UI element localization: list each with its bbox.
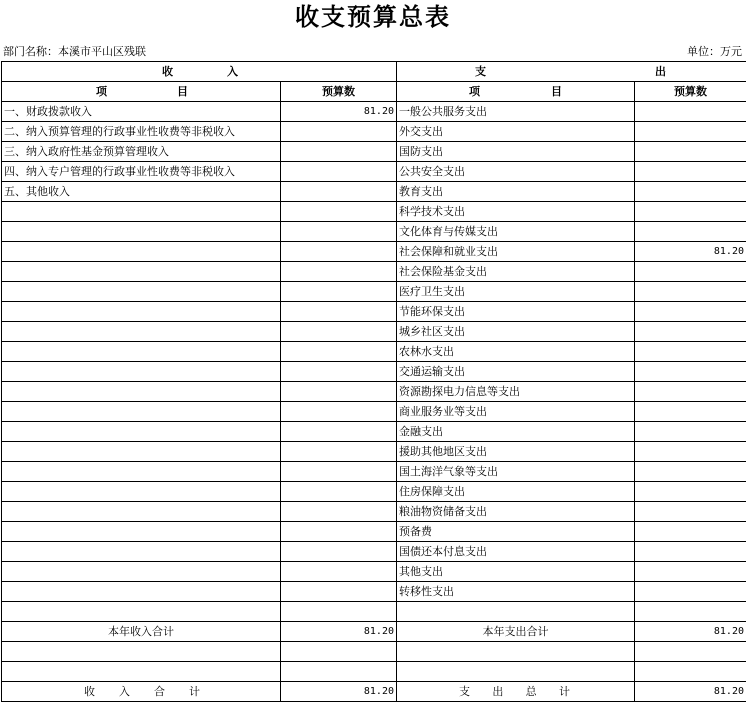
budget-table [1,61,746,702]
income-value [281,262,397,282]
expense-item: 文化体育与传媒支出 [397,222,635,242]
expense-value [635,362,746,382]
expense-item: 公共安全支出 [397,162,635,182]
expense-value [635,582,746,602]
expense-item: 社会保险基金支出 [397,262,635,282]
income-item [2,282,281,302]
income-value [281,202,397,222]
expense-value [635,462,746,482]
expense-value [635,182,746,202]
expense-value [635,142,746,162]
expense-item: 国防支出 [397,142,635,162]
year-income-total-value: 81.20 [281,622,397,642]
income-value [281,222,397,242]
grand-income-char: 入 [119,685,130,698]
expense-value [635,102,746,122]
expense-item: 一般公共服务支出 [397,102,635,122]
expense-value [635,282,746,302]
income-item [2,602,281,622]
grand-income-char: 合 [154,685,165,698]
expense-item: 外交支出 [397,122,635,142]
grand-expense-char: 总 [525,685,537,698]
expense-value [635,122,746,142]
grand-expense-char: 支 [459,685,470,698]
table-row [2,382,746,402]
income-value [281,422,397,442]
table-row [2,182,746,202]
table-row [2,422,746,442]
expense-value [635,542,746,562]
expense-item: 预备费 [397,522,635,542]
expense-value [635,442,746,462]
expense-value [635,402,746,422]
expense-item: 转移性支出 [397,582,635,602]
expense-item: 农林水支出 [397,342,635,362]
expense-item: 社会保障和就业支出 [397,242,635,262]
income-item [2,582,281,602]
grand-income-char: 计 [189,685,200,698]
expense-budget-header: 预算数 [635,82,746,102]
expense-value [635,162,746,182]
expense-value [635,602,746,622]
expense-item: 科学技术支出 [397,202,635,222]
table-row [2,322,746,342]
expense-item: 粮油物资储备支出 [397,502,635,522]
table-row [2,142,746,162]
blank-row [2,642,746,662]
table-row [2,202,746,222]
blank-cell [281,642,397,662]
income-item [2,422,281,442]
expense-item-header-right: 目 [551,85,562,98]
expense-item: 国债还本付息支出 [397,542,635,562]
expense-item: 节能环保支出 [397,302,635,322]
grand-income-total-text [4,682,278,701]
blank-cell [281,662,397,682]
income-value [281,322,397,342]
grand-income-total-label [2,682,281,702]
income-item [2,462,281,482]
table-row [2,482,746,502]
income-item [2,322,281,342]
expense-value [635,422,746,442]
expense-value [635,562,746,582]
page-title: 收支预算总表 [295,2,451,31]
income-value [281,502,397,522]
income-value [281,542,397,562]
income-item [2,482,281,502]
income-item-header [2,82,281,102]
income-value [281,342,397,362]
expense-value [635,342,746,362]
grand-expense-char: 计 [558,685,570,698]
blank-cell [635,642,746,662]
income-value [281,582,397,602]
income-item [2,502,281,522]
income-item [2,362,281,382]
expense-item: 商业服务业等支出 [397,402,635,422]
income-item-header-left: 项 [96,85,107,98]
income-budget-header: 预算数 [281,82,397,102]
income-value [281,562,397,582]
income-item-header-right: 目 [177,85,188,98]
expense-value [635,302,746,322]
table-row [2,402,746,422]
department-name: 部门名称：本溪市平山区残联 [3,45,146,58]
income-header-right: 入 [227,65,238,78]
expense-item: 金融支出 [397,422,635,442]
table-row [2,242,746,262]
income-value [281,442,397,462]
blank-row [2,662,746,682]
income-item: 三、纳入政府性基金预算管理收入 [2,142,281,162]
expense-item: 教育支出 [397,182,635,202]
expense-item: 医疗卫生支出 [397,282,635,302]
table-row [2,262,746,282]
table-row [2,302,746,322]
grand-expense-total-value: 81.20 [635,682,746,702]
header-row-columns [2,82,746,102]
income-value [281,122,397,142]
expense-item: 交通运输支出 [397,362,635,382]
blank-cell [2,662,281,682]
expense-value [635,502,746,522]
expense-item: 援助其他地区支出 [397,442,635,462]
expense-item: 其他支出 [397,562,635,582]
grand-expense-total-label [397,682,635,702]
blank-cell [635,662,746,682]
income-item: 四、纳入专户管理的行政事业性收费等非税收入 [2,162,281,182]
income-item [2,442,281,462]
year-total-row [2,622,746,642]
expense-item: 国土海洋气象等支出 [397,462,635,482]
expense-value [635,262,746,282]
table-row [2,502,746,522]
income-value [281,602,397,622]
expense-item-header [397,82,635,102]
table-row [2,222,746,242]
income-item [2,302,281,322]
income-item [2,222,281,242]
expense-item: 城乡社区支出 [397,322,635,342]
unit-label: 单位：万元 [687,45,742,58]
expense-value [635,322,746,342]
income-value: 81.20 [281,102,397,122]
blank-cell [397,642,635,662]
expense-section-header [397,62,746,82]
income-item: 五、其他收入 [2,182,281,202]
income-value [281,302,397,322]
expense-value [635,382,746,402]
expense-value: 81.20 [635,242,746,262]
income-item [2,242,281,262]
grand-expense-char: 出 [492,685,504,698]
grand-income-total-value: 81.20 [281,682,397,702]
blank-cell [2,642,281,662]
expense-header-right: 出 [655,65,666,78]
expense-value [635,522,746,542]
expense-item: 住房保障支出 [397,482,635,502]
expense-header-left: 支 [475,65,486,78]
income-section-header [2,62,397,82]
table-row [2,342,746,362]
year-income-total-label: 本年收入合计 [2,622,281,642]
table-row [2,162,746,182]
table-row [2,102,746,122]
income-item: 二、纳入预算管理的行政事业性收费等非税收入 [2,122,281,142]
income-value [281,242,397,262]
year-expense-total-label: 本年支出合计 [397,622,635,642]
table-row [2,562,746,582]
expense-item-header-left: 项 [469,85,480,98]
table-row [2,442,746,462]
grand-expense-total-text [399,682,632,701]
income-value [281,522,397,542]
budget-table-body [2,62,746,702]
table-row [2,462,746,482]
income-item [2,562,281,582]
table-row [2,522,746,542]
table-row [2,542,746,562]
income-value [281,482,397,502]
income-header-left: 收 [162,65,173,78]
year-expense-total-value: 81.20 [635,622,746,642]
income-value [281,282,397,302]
income-item [2,542,281,562]
income-item [2,382,281,402]
income-value [281,162,397,182]
expense-value [635,482,746,502]
income-item [2,342,281,362]
table-row [2,582,746,602]
grand-total-row [2,682,746,702]
income-value [281,402,397,422]
blank-cell [397,662,635,682]
expense-item [397,602,635,622]
table-row [2,362,746,382]
table-row [2,282,746,302]
income-item [2,522,281,542]
expense-value [635,202,746,222]
income-value [281,142,397,162]
income-value [281,382,397,402]
income-item [2,262,281,282]
expense-value [635,222,746,242]
expense-item: 资源勘探电力信息等支出 [397,382,635,402]
income-value [281,182,397,202]
income-value [281,462,397,482]
table-row [2,122,746,142]
header-row-section [2,62,746,82]
income-item: 一、财政拨款收入 [2,102,281,122]
income-value [281,362,397,382]
income-item [2,202,281,222]
table-row [2,602,746,622]
grand-income-char: 收 [84,685,95,698]
income-item [2,402,281,422]
